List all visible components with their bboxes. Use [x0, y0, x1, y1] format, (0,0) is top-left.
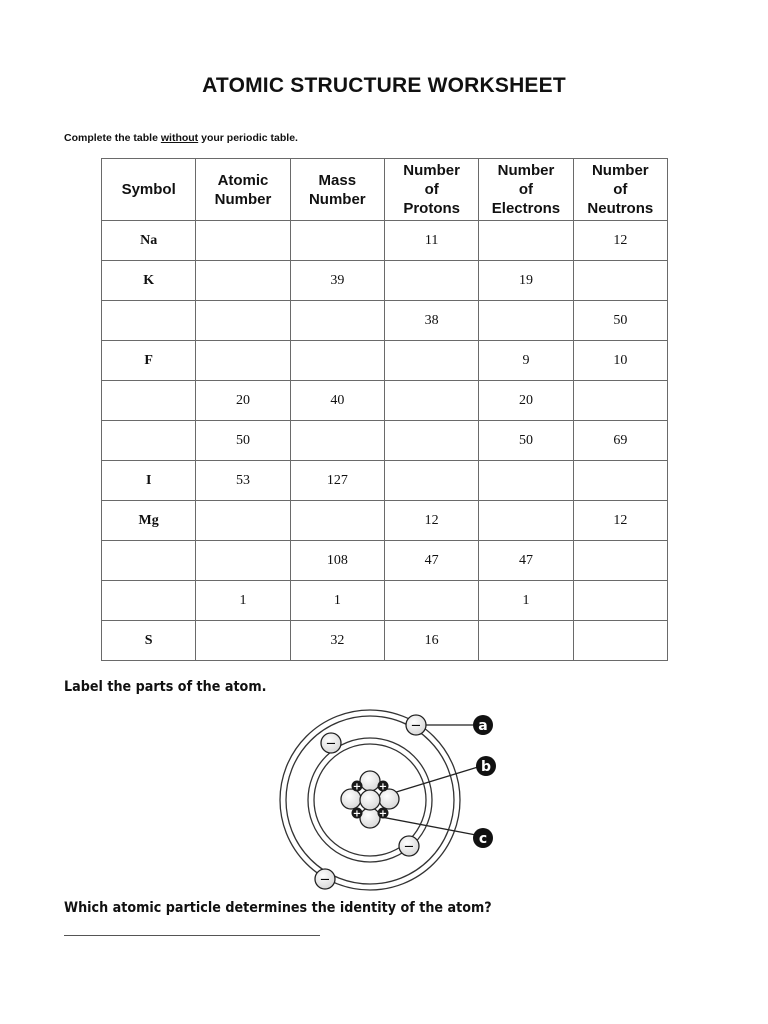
table-row [102, 261, 668, 301]
cell-protons[interactable]: 16 [384, 621, 478, 661]
atomic-structure-table [101, 158, 668, 661]
cell-atomic-number[interactable] [196, 221, 290, 261]
cell-electrons[interactable] [479, 461, 573, 501]
instruction-before: Complete the table [64, 132, 161, 144]
cell-protons[interactable] [384, 261, 478, 301]
cell-electrons[interactable] [479, 221, 573, 261]
cell-mass-number[interactable]: 32 [290, 621, 384, 661]
cell-symbol[interactable]: Na [102, 221, 196, 261]
cell-symbol[interactable] [102, 421, 196, 461]
header-atomic-number [196, 159, 290, 221]
label-c-marker [473, 828, 493, 848]
cell-atomic-number[interactable]: 50 [196, 421, 290, 461]
header-line: Number [403, 162, 460, 179]
cell-mass-number[interactable] [290, 301, 384, 341]
header-line: of [424, 181, 439, 198]
label-b-text: b [480, 759, 492, 775]
cell-atomic-number[interactable]: 20 [196, 381, 290, 421]
cell-atomic-number[interactable] [196, 301, 290, 341]
header-line: Electrons [491, 200, 561, 217]
header-neutrons [573, 159, 667, 221]
cell-neutrons[interactable] [573, 461, 667, 501]
label-atom-prompt: Label the parts of the atom. [64, 679, 267, 695]
instruction-text [64, 132, 298, 144]
cell-electrons[interactable] [479, 301, 573, 341]
table-row [102, 341, 668, 381]
cell-symbol[interactable]: I [102, 461, 196, 501]
neutron-particle [360, 808, 380, 828]
cell-mass-number[interactable]: 108 [290, 541, 384, 581]
electron [315, 869, 335, 889]
label-a-marker [473, 715, 493, 735]
electron [399, 836, 419, 856]
cell-atomic-number[interactable] [196, 261, 290, 301]
cell-neutrons[interactable]: 10 [573, 341, 667, 381]
table-header-row [102, 159, 668, 221]
cell-protons[interactable] [384, 461, 478, 501]
cell-protons[interactable]: 12 [384, 501, 478, 541]
header-line: Protons [403, 200, 460, 217]
cell-neutrons[interactable]: 50 [573, 301, 667, 341]
cell-atomic-number[interactable] [196, 541, 290, 581]
cell-mass-number[interactable] [290, 501, 384, 541]
header-line: Mass [318, 171, 357, 189]
worksheet-title: ATOMIC STRUCTURE WORKSHEET [202, 74, 566, 97]
cell-electrons[interactable]: 20 [479, 381, 573, 421]
table-row [102, 501, 668, 541]
table-row [102, 221, 668, 261]
cell-symbol[interactable]: K [102, 261, 196, 301]
cell-mass-number[interactable]: 1 [290, 581, 384, 621]
cell-electrons[interactable] [479, 501, 573, 541]
proton-sign: + [352, 781, 362, 793]
cell-protons[interactable]: 11 [384, 221, 478, 261]
cell-neutrons[interactable]: 12 [573, 221, 667, 261]
nucleus [341, 771, 399, 828]
electron-sign: − [325, 736, 337, 752]
header-line: Symbol [121, 181, 176, 198]
header-line: Number [214, 190, 272, 208]
atom-diagram [270, 705, 510, 895]
cell-protons[interactable]: 38 [384, 301, 478, 341]
header-electrons [479, 159, 573, 221]
header-protons [384, 159, 478, 221]
electron-sign: − [319, 872, 331, 888]
header-line: Number [591, 162, 649, 179]
cell-symbol[interactable] [102, 581, 196, 621]
table-row [102, 461, 668, 501]
cell-mass-number[interactable] [290, 221, 384, 261]
cell-atomic-number[interactable]: 53 [196, 461, 290, 501]
table-body [102, 221, 668, 661]
cell-neutrons[interactable]: 12 [573, 501, 667, 541]
header-mass-number [290, 159, 384, 221]
table-row [102, 581, 668, 621]
cell-mass-number[interactable]: 40 [290, 381, 384, 421]
header-line: Number [497, 162, 555, 179]
electron [321, 733, 341, 753]
cell-atomic-number[interactable]: 1 [196, 581, 290, 621]
cell-mass-number[interactable]: 39 [290, 261, 384, 301]
table-row [102, 381, 668, 421]
cell-neutrons[interactable]: 69 [573, 421, 667, 461]
label-a-text: a [478, 718, 488, 734]
cell-symbol[interactable]: S [102, 621, 196, 661]
answer-line[interactable] [64, 935, 320, 936]
table-row [102, 541, 668, 581]
electron-sign: − [403, 839, 415, 855]
label-b-marker [476, 756, 496, 776]
instruction-underlined: without [160, 132, 199, 144]
cell-protons[interactable] [384, 341, 478, 381]
neutron-particle [360, 790, 380, 810]
table-row [102, 621, 668, 661]
cell-atomic-number[interactable] [196, 501, 290, 541]
label-c-text: c [478, 831, 488, 847]
table-row [102, 421, 668, 461]
cell-neutrons[interactable] [573, 581, 667, 621]
identity-question: Which atomic particle determines the identity of the atom? [64, 900, 492, 916]
cell-symbol[interactable] [102, 541, 196, 581]
table-row [102, 301, 668, 341]
pointer-line-b [393, 767, 478, 793]
cell-atomic-number[interactable] [196, 621, 290, 661]
proton-sign: + [378, 808, 388, 820]
cell-electrons[interactable]: 1 [479, 581, 573, 621]
cell-neutrons[interactable] [573, 381, 667, 421]
header-line: Number [308, 190, 366, 208]
electron-sign: − [410, 718, 422, 734]
cell-electrons[interactable] [479, 621, 573, 661]
header-line: Atomic [217, 171, 269, 189]
cell-symbol[interactable] [102, 301, 196, 341]
proton-sign: + [378, 781, 388, 793]
cell-symbol[interactable]: F [102, 341, 196, 381]
cell-mass-number[interactable]: 127 [290, 461, 384, 501]
cell-electrons[interactable]: 50 [479, 421, 573, 461]
header-line: of [518, 181, 534, 198]
instruction-after: your periodic table. [198, 132, 298, 144]
cell-mass-number[interactable] [290, 341, 384, 381]
cell-protons[interactable]: 47 [384, 541, 478, 581]
neutron-particle [360, 771, 380, 791]
header-line: Neutrons [587, 200, 654, 217]
cell-symbol[interactable]: Mg [102, 501, 196, 541]
cell-protons[interactable] [384, 421, 478, 461]
cell-neutrons[interactable] [573, 621, 667, 661]
header-symbol [102, 159, 196, 221]
cell-protons[interactable] [384, 381, 478, 421]
header-line: of [613, 181, 628, 198]
pointer-line-c [376, 816, 476, 835]
electron [406, 715, 426, 735]
cell-electrons[interactable]: 9 [479, 341, 573, 381]
proton-sign: + [352, 808, 362, 820]
cell-mass-number[interactable] [290, 421, 384, 461]
cell-symbol[interactable] [102, 381, 196, 421]
cell-protons[interactable] [384, 581, 478, 621]
cell-electrons[interactable]: 47 [479, 541, 573, 581]
cell-electrons[interactable]: 19 [479, 261, 573, 301]
cell-neutrons[interactable] [573, 541, 667, 581]
cell-atomic-number[interactable] [196, 341, 290, 381]
cell-neutrons[interactable] [573, 261, 667, 301]
